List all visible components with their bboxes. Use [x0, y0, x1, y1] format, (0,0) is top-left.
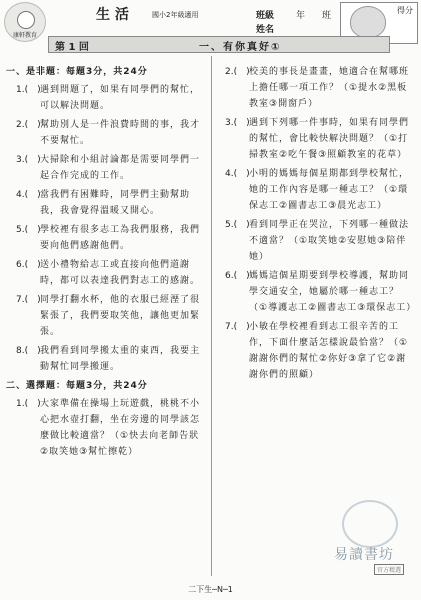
- ban-label: 班: [322, 11, 332, 21]
- watermark: [326, 500, 416, 576]
- publisher-logo: [4, 2, 46, 42]
- question-item: [6, 343, 206, 375]
- question-text: 學校裡有很多志工為我們服務，我們要向他們感謝他們。: [40, 225, 201, 251]
- right-column: [215, 64, 415, 386]
- question-item: [215, 115, 415, 163]
- mascot-icon: [350, 6, 386, 38]
- question-text: 幫助別人是一件浪費時間的事，我才不要幫忙。: [40, 120, 201, 146]
- section-heading-multiple-choice: 二、選擇題：每題3分，共24分: [6, 381, 148, 391]
- lesson-number: 第 1 回: [55, 42, 89, 53]
- question-item: [6, 187, 206, 219]
- question-text: 小敏在學校裡看到志工很辛苦的工作，下面什麼話怎樣說最恰當？（①謝謝你們的幫忙②你好③拿了它②謝謝你們的照顧）: [249, 322, 409, 380]
- question-text: 小明的媽媽每個星期都到學校幫忙，她的工作內容是哪一種志工？（①環保志工②圖書志工③晨光志工）: [249, 169, 410, 211]
- question-item: [6, 117, 206, 149]
- question-number: 8.( ): [16, 346, 41, 356]
- question-item: [6, 222, 206, 254]
- question-item: [6, 292, 206, 340]
- logo-face-icon: [17, 11, 35, 29]
- question-item: [215, 268, 415, 316]
- question-text: 校美的事長是畫畫，她適合在幫哪班上擔任哪一項工作？（①提水②黑板教室③開窗戶）: [249, 67, 410, 109]
- question-number: 5.( ): [16, 225, 41, 235]
- question-text: 送小禮物給志工或直接向他們道謝時，都可以表達我們對志工的感謝。: [40, 260, 201, 286]
- left-column: [6, 64, 206, 463]
- question-text: 大掃除和小組討論都是需要同學們一起合作完成的工作。: [40, 155, 201, 181]
- class-label: 班級: [256, 11, 275, 21]
- watermark-tag: 官方精選: [374, 564, 404, 575]
- watermark-text: 易讀書坊: [334, 547, 394, 563]
- question-number: 1.( ): [16, 85, 41, 95]
- name-label: 姓名: [256, 25, 275, 35]
- question-number: 5.( ): [225, 220, 250, 230]
- question-text: 當我們有困難時，同學們主動幫助我，我會覺得溫暖又開心。: [40, 190, 191, 216]
- lesson-title: 一、有你真好①: [199, 42, 282, 53]
- question-text: 大家準備在操場上玩遊戲，桃桃不小心把水壺打翻，坐在旁邊的同學該怎麼做比較適當？（①快去向老師告狀②取笑她③幫忙擦乾）: [40, 399, 201, 457]
- question-item: [6, 396, 206, 460]
- grade-label: 國小2年級適用: [152, 11, 199, 19]
- question-number: 3.( ): [225, 118, 250, 128]
- subject-title: 生 活: [96, 7, 129, 23]
- question-item: [215, 166, 415, 214]
- question-text: 看到同學正在哭泣，下列哪一種做法不適當？（①取笑她②安慰她③陪伴她）: [249, 220, 410, 262]
- true-false-questions: [6, 82, 206, 375]
- column-divider: [211, 56, 212, 576]
- question-number: 6.( ): [225, 271, 250, 281]
- year-label: 年: [296, 11, 306, 21]
- question-item: [215, 217, 415, 265]
- section-heading-true-false: 一、是非題：每題3分，共24分: [6, 67, 148, 77]
- question-number: 2.( ): [225, 67, 250, 77]
- watermark-emblem-icon: [342, 500, 398, 548]
- question-number: 2.( ): [16, 120, 41, 130]
- question-text: 遇到問題了，如果有同學們的幫忙，可以解決問題。: [40, 85, 201, 111]
- question-number: 3.( ): [16, 155, 41, 165]
- question-item: [6, 152, 206, 184]
- question-number: 4.( ): [225, 169, 250, 179]
- lesson-title-bar: [48, 36, 390, 53]
- question-text: 同學打翻水杯，他的衣服已經溼了很緊張了，我們要取笑他，讓他更加緊張。: [40, 295, 201, 337]
- score-label: 得分: [397, 6, 413, 15]
- question-item: [6, 257, 206, 289]
- question-text: 媽媽這個星期要到學校導護，幫助同學交通安全，她屬於哪一種志工？（①導護志工②圖書志工③環保志工）: [249, 271, 417, 313]
- page-footer: 二下生─N─1: [188, 585, 233, 594]
- question-number: 4.( ): [16, 190, 41, 200]
- question-number: 1.( ): [16, 399, 41, 409]
- question-number: 7.( ): [225, 322, 250, 332]
- question-item: [6, 82, 206, 114]
- question-text: 我們看到同學搬太重的東西，我要主動幫忙同學搬運。: [40, 346, 201, 372]
- question-number: 6.( ): [16, 260, 41, 270]
- question-text: 遇到下列哪一件事時，如果有同學們的幫忙，會比較快解決問題？（①打掃教室②吃午餐③照顧教室的花草）: [249, 118, 410, 160]
- question-number: 7.( ): [16, 295, 41, 305]
- question-item: [215, 319, 415, 383]
- question-item: [215, 64, 415, 112]
- logo-text: 康軒教育: [12, 32, 37, 39]
